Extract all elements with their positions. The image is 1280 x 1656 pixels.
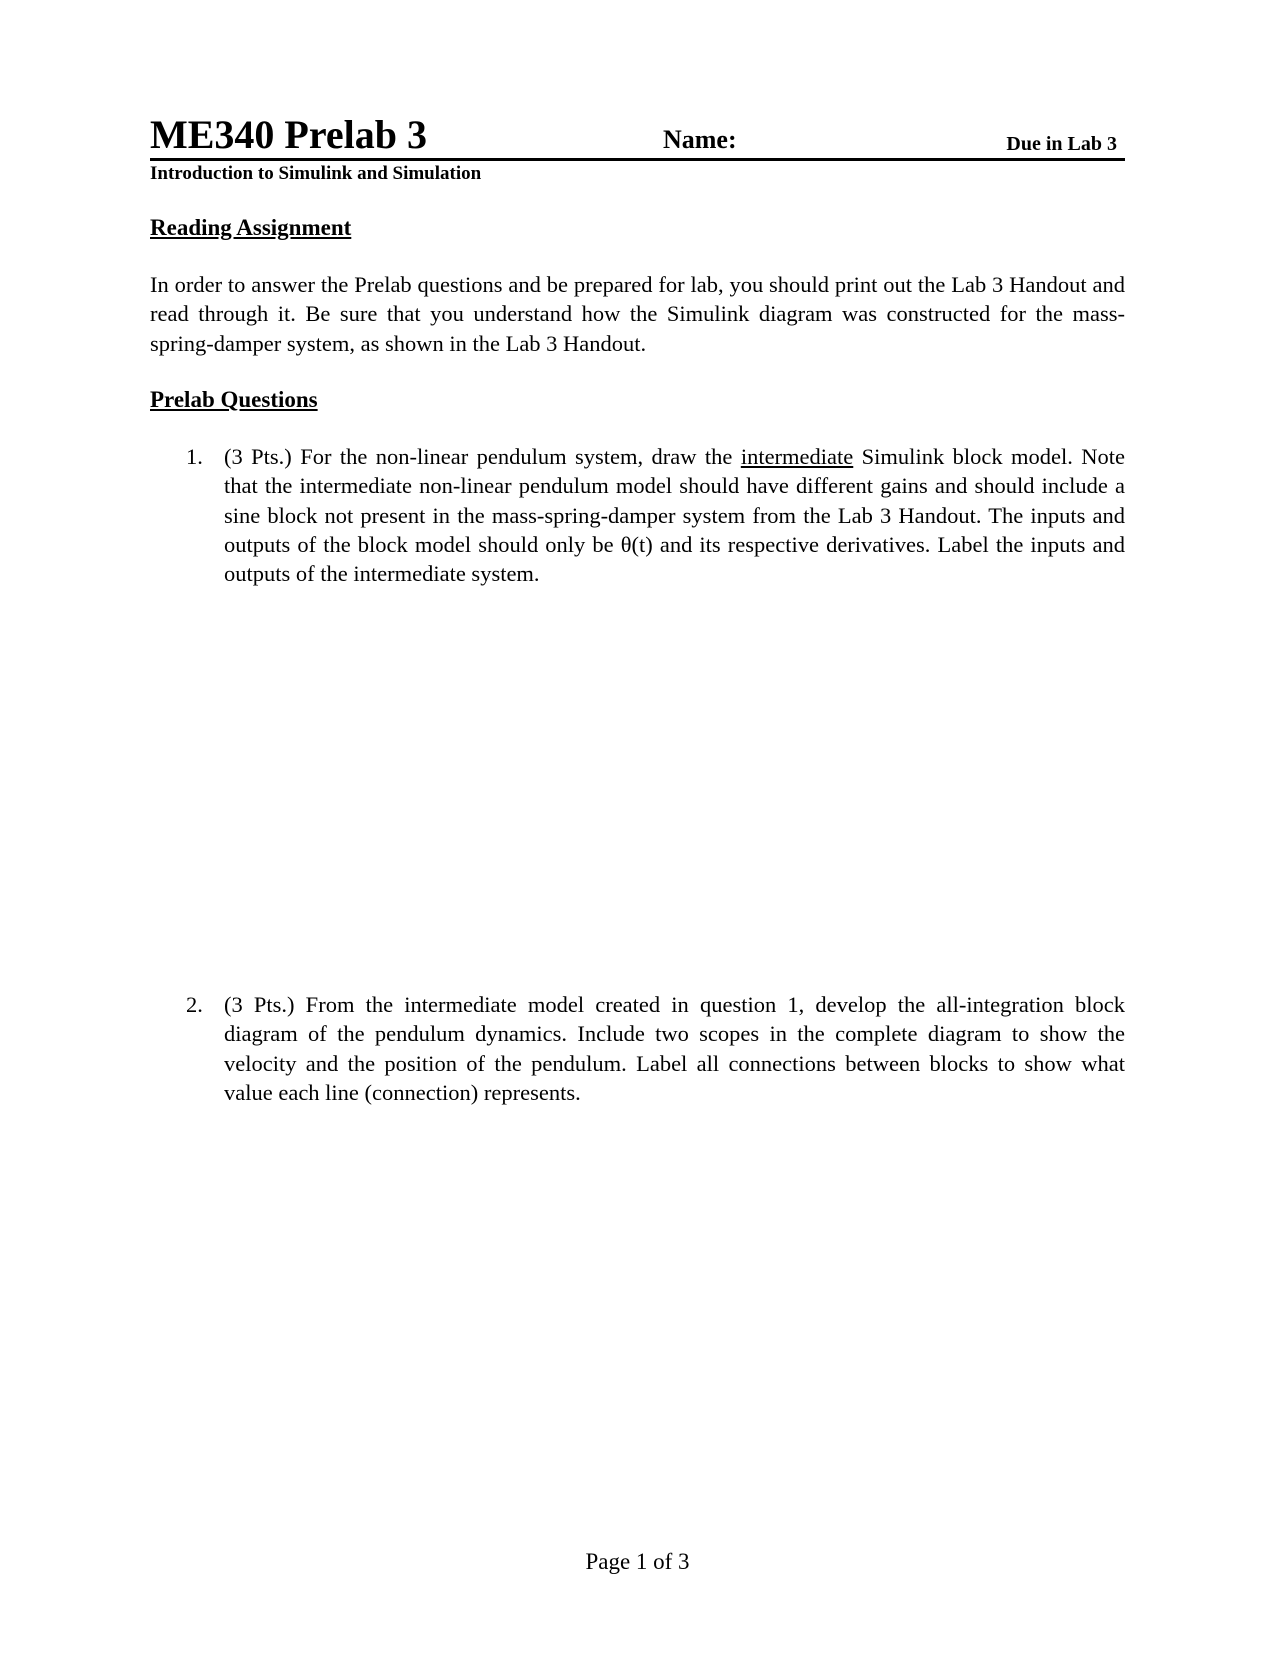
question-2-number: 2. — [186, 992, 203, 1017]
reading-assignment-heading: Reading Assignment — [150, 215, 352, 240]
question-1-number: 1. — [186, 444, 203, 469]
due-date-label: Due in Lab 3 — [1006, 133, 1117, 155]
page-number: Page 1 of 3 — [585, 1549, 690, 1574]
question-2-text: (3 Pts.) From the intermediate model created in question 1, develop the all-integration block diagram of the pendulum dynamics. Include two scopes in the complete diagram to show the velocity and the position of the pendulum. Label all connections between blocks to show what value each line (connection) represents. — [224, 992, 1125, 1105]
prelab-questions-heading: Prelab Questions — [150, 387, 318, 412]
reading-assignment-text: In order to answer the Prelab questions and be prepared for lab, you should print out the Lab 3 Handout and read through it. Be sure that you understand how the Simulink diagram was constructed for the mass-spring-damper system, as shown in the Lab 3 Handout. — [150, 272, 1125, 356]
name-field-label: Name: — [663, 125, 737, 154]
question-1-text-end: Simulink block model. Note that the intermediate non-linear pendulum model should have different gains and should include a sine block not present in the mass-spring-damper system from the Lab 3 Handout. The inputs and outputs of the block model should only be θ(t) and its respective derivatives. Label the inputs and outputs of the intermediate system. — [224, 444, 1125, 587]
document-title: ME340 Prelab 3 — [150, 112, 428, 157]
question-1-text-start: (3 Pts.) For the non-linear pendulum system, draw the — [224, 444, 741, 469]
document-page — [150, 0, 1125, 1656]
page-header — [150, 112, 1125, 161]
question-1-text — [224, 442, 1125, 588]
document-subtitle: Introduction to Simulink and Simulation — [150, 163, 482, 184]
question-1-underlined-word: intermediate — [740, 444, 854, 469]
